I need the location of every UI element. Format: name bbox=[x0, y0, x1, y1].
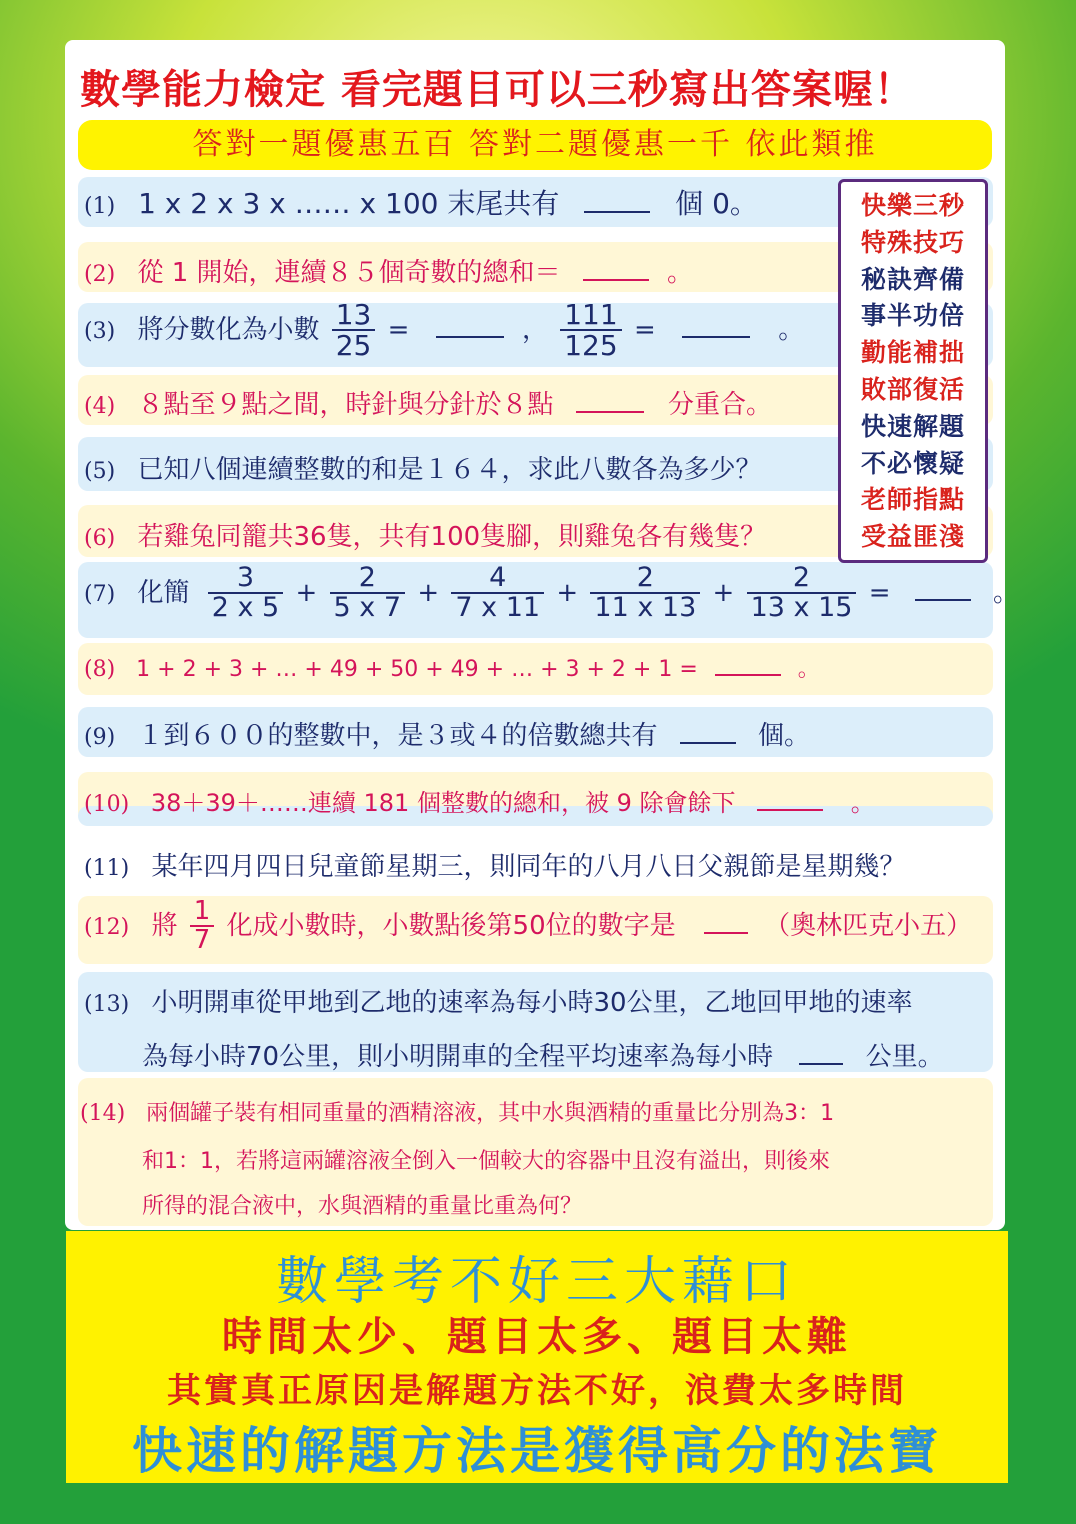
denominator: 11 x 13 bbox=[594, 592, 697, 624]
slogan-item: 事半功倍 bbox=[860, 301, 965, 331]
question-source: （奧林匹克小五） bbox=[764, 910, 973, 941]
fraction bbox=[330, 564, 406, 623]
footer-slogan: 快速的解題方法是獲得高分的法寶 bbox=[132, 1421, 942, 1480]
slogan-item: 特殊技巧 bbox=[860, 227, 965, 257]
question-text: １到６００的整數中，是３或４的倍數總共有 bbox=[137, 721, 658, 751]
denominator: 7 bbox=[193, 925, 211, 956]
denominator: 13 x 15 bbox=[750, 592, 853, 624]
question-text: 38＋39＋……連續 181 個整數的總和，被 9 除會餘下 bbox=[150, 789, 736, 817]
question-text: 已知八個連續整數的和是１６４，求此八數各為多少？ bbox=[137, 455, 762, 485]
question-text: 化簡 bbox=[137, 577, 190, 608]
slogan-item: 不必懷疑 bbox=[860, 448, 965, 478]
question-14-line2: 和1：1，若將這兩罐溶液全倒入一個較大的容器中且沒有溢出，則後來 bbox=[142, 1149, 830, 1174]
question-10 bbox=[84, 783, 875, 818]
discount-banner: 答對一題優惠五百 答對二題優惠一千 依此類推 bbox=[78, 120, 992, 170]
slogan-item: 快樂三秒 bbox=[860, 191, 965, 220]
comma: ， bbox=[521, 314, 548, 345]
fraction bbox=[190, 898, 215, 955]
question-text: 。 bbox=[850, 789, 875, 817]
fraction bbox=[332, 300, 376, 361]
fraction bbox=[590, 564, 700, 623]
question-1 bbox=[84, 182, 758, 222]
numerator: 3 bbox=[208, 564, 284, 594]
denominator: 125 bbox=[564, 329, 618, 363]
question-number: (8) bbox=[84, 657, 116, 682]
denominator: 25 bbox=[335, 329, 372, 363]
numerator: 2 bbox=[590, 564, 700, 594]
answer-blank[interactable] bbox=[682, 312, 750, 338]
question-12 bbox=[84, 898, 972, 955]
question-number: (1) bbox=[84, 194, 116, 219]
question-text: 將 bbox=[151, 910, 178, 941]
question-text: 小明開車從甲地到乙地的速率為每小時30公里，乙地回甲地的速率 bbox=[151, 988, 913, 1018]
numerator: 1 bbox=[190, 898, 215, 927]
question-number: (3) bbox=[84, 318, 116, 344]
question-3 bbox=[84, 300, 804, 361]
question-number: (4) bbox=[84, 394, 116, 419]
answer-blank[interactable] bbox=[584, 187, 650, 213]
slogan-item: 秘訣齊備 bbox=[860, 264, 965, 294]
numerator: 2 bbox=[330, 564, 406, 594]
question-number: (13) bbox=[84, 992, 130, 1017]
question-text: 1 x 2 x 3 x …… x 100 末尾共有 bbox=[138, 187, 560, 220]
answer-blank[interactable] bbox=[915, 575, 971, 601]
question-text: 若雞兔同籠共36隻，共有100隻腳，則雞兔各有幾隻？ bbox=[137, 522, 767, 552]
answer-blank[interactable] bbox=[799, 1039, 843, 1065]
numerator: 13 bbox=[332, 300, 376, 331]
equals-sign: = bbox=[633, 314, 656, 345]
question-text: 。 bbox=[667, 258, 694, 288]
footer-banner bbox=[66, 1231, 1008, 1483]
question-text: 從 1 開始，連續８５個奇數的總和＝ bbox=[137, 258, 561, 288]
footer-excuses: 時間太少、題目太多、題目太難 bbox=[222, 1313, 852, 1360]
fraction bbox=[560, 300, 621, 361]
question-number: (10) bbox=[84, 792, 130, 817]
question-text: 分重合。 bbox=[667, 390, 772, 420]
question-11 bbox=[84, 846, 905, 883]
numerator: 2 bbox=[747, 564, 857, 594]
question-text: 個。 bbox=[757, 721, 810, 751]
question-number: (9) bbox=[84, 725, 116, 750]
answer-blank[interactable] bbox=[436, 312, 504, 338]
period: 。 bbox=[993, 577, 1020, 608]
slogan-item: 勤能補拙 bbox=[860, 338, 965, 368]
question-number: (14) bbox=[80, 1101, 126, 1126]
question-7 bbox=[84, 564, 1019, 623]
equals-sign: = bbox=[868, 577, 891, 608]
footer-reason: 其實真正原因是解題方法不好，浪費太多時間 bbox=[167, 1371, 907, 1411]
question-text: 。 bbox=[797, 657, 820, 682]
fraction bbox=[208, 564, 284, 623]
question-text: 某年四月四日兒童節星期三，則同年的八月八日父親節是星期幾？ bbox=[151, 852, 906, 882]
denominator: 2 x 5 bbox=[211, 592, 280, 624]
slogan-item: 敗部復活 bbox=[860, 374, 965, 404]
question-8 bbox=[84, 652, 820, 683]
slogan-box bbox=[838, 179, 988, 563]
question-number: (6) bbox=[84, 526, 116, 551]
question-text: 公里。 bbox=[865, 1042, 944, 1072]
slogan-item: 受益匪淺 bbox=[860, 522, 965, 552]
slogan-item: 快速解題 bbox=[860, 411, 965, 441]
question-text: 個 0。 bbox=[675, 187, 758, 220]
question-14-line3: 所得的混合液中，水與酒精的重量比重為何？ bbox=[142, 1194, 583, 1219]
slogan-item: 老師指點 bbox=[860, 485, 965, 515]
numerator: 111 bbox=[560, 300, 621, 331]
plus-sign: + bbox=[417, 577, 440, 608]
question-text: ８點至９點之間，時針與分針於８點 bbox=[137, 390, 554, 420]
question-number: (5) bbox=[84, 459, 116, 484]
question-text: 化成小數時，小數點後第50位的數字是 bbox=[226, 910, 676, 941]
numerator: 4 bbox=[451, 564, 544, 594]
question-2 bbox=[84, 252, 693, 289]
answer-blank[interactable] bbox=[704, 908, 748, 934]
question-9 bbox=[84, 715, 810, 752]
footer-headline: 數學考不好三大藉口 bbox=[275, 1252, 798, 1312]
equals-sign: = bbox=[387, 314, 410, 345]
question-text: 兩個罐子裝有相同重量的酒精溶液，其中水與酒精的重量比分別為3：1 bbox=[146, 1101, 835, 1126]
fraction bbox=[451, 564, 544, 623]
denominator: 5 x 7 bbox=[333, 592, 402, 624]
page-title: 數學能力檢定 看完題目可以三秒寫出答案喔！ bbox=[80, 67, 915, 113]
question-5 bbox=[84, 449, 761, 486]
answer-blank[interactable] bbox=[757, 785, 823, 811]
question-4 bbox=[84, 384, 772, 421]
question-text: 將分數化為小數 bbox=[137, 314, 320, 345]
question-text: 為每小時70公里，則小明開車的全程平均速率為每小時 bbox=[142, 1042, 774, 1072]
denominator: 7 x 11 bbox=[455, 592, 541, 624]
question-number: (7) bbox=[84, 581, 116, 607]
question-number: (12) bbox=[84, 914, 130, 940]
question-13-line2 bbox=[142, 1036, 944, 1073]
question-6 bbox=[84, 516, 766, 553]
question-14 bbox=[80, 1096, 834, 1127]
plus-sign: + bbox=[295, 577, 318, 608]
question-number: (11) bbox=[84, 856, 130, 881]
question-text: 1 + 2 + 3 + … + 49 + 50 + 49 + … + 3 + 2 + 1 = bbox=[136, 657, 698, 682]
period: 。 bbox=[778, 314, 805, 345]
question-13 bbox=[84, 982, 913, 1019]
answer-blank[interactable] bbox=[680, 718, 736, 744]
plus-sign: + bbox=[556, 577, 579, 608]
plus-sign: + bbox=[712, 577, 735, 608]
answer-blank[interactable] bbox=[583, 255, 649, 281]
fraction bbox=[747, 564, 857, 623]
answer-blank[interactable] bbox=[576, 387, 644, 413]
answer-blank[interactable] bbox=[715, 654, 781, 676]
question-number: (2) bbox=[84, 262, 116, 287]
